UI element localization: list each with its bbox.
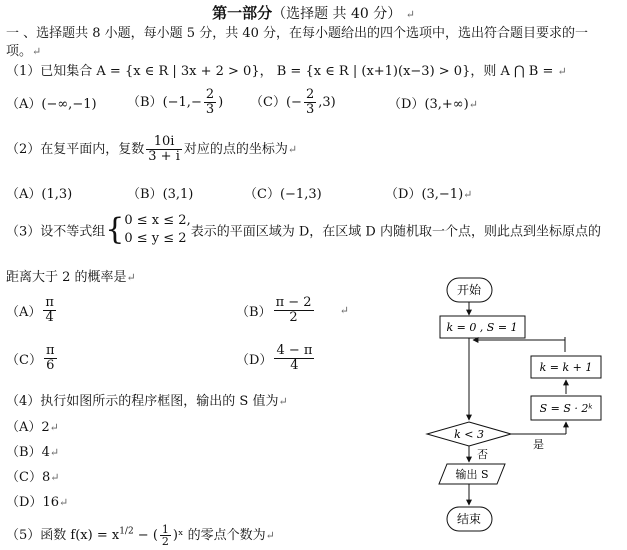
return-mark: ↵ bbox=[405, 8, 415, 21]
q2-option-a: （A）(1,3) bbox=[6, 187, 73, 202]
flow-yes-label: 是 bbox=[533, 438, 544, 451]
q4-option-b: （B）4↵ bbox=[6, 445, 60, 460]
q1-option-d: （D）(3,+∞)↵ bbox=[388, 97, 478, 112]
flow-end-label: 结束 bbox=[456, 512, 482, 526]
q1-option-c: （C）(− $\frac{2}{3}$ ,3) bbox=[250, 87, 336, 117]
q1-stem: （1）已知集合 A = {x ∈ R | 3x + 2 > 0}， B = {x ∈ R | (x+1)(x−3) > 0}，则 A ⋂ B = ↵ bbox=[6, 64, 567, 79]
q3-option-a: （A） $\frac{\pi}{4}$ bbox=[6, 295, 54, 325]
instructions-line-1: 一 、选择题共 8 小题，每小题 5 分，共 40 分，在每小题给出的四个选项中，选出符合题目要求的一 bbox=[6, 26, 589, 41]
q1-option-b: （B）(−1,− $\frac{2}{3}$ ) bbox=[127, 87, 224, 117]
flow-condition-label: k < 3 bbox=[454, 428, 484, 441]
q3-option-d: （D） $\frac{4 - \pi}{4}$ bbox=[236, 343, 313, 373]
flow-no-label: 否 bbox=[477, 448, 488, 461]
flow-init-label: k = 0 , S = 1 bbox=[446, 321, 518, 334]
q3-stem-line-2: 距离大于 2 的概率是↵ bbox=[6, 270, 136, 285]
flow-output-label: 输出 S bbox=[455, 468, 489, 481]
flow-increment-label: k = k + 1 bbox=[539, 361, 593, 374]
q4-stem: （4）执行如图所示的程序框图，输出的 S 值为↵ bbox=[6, 394, 288, 409]
q2-option-b: （B）(3,1) bbox=[127, 187, 194, 202]
flow-start-label: 开始 bbox=[456, 283, 482, 297]
flow-update-label: S = S · 2ᵏ bbox=[539, 402, 593, 415]
section-title-sub: （选择题 共 40 分） bbox=[272, 6, 402, 22]
q4-option-a: （A）2↵ bbox=[6, 420, 59, 435]
section-title-main: 第一部分 bbox=[212, 4, 273, 22]
q3-option-b: （B） $\frac{\pi - 2}{2}$ ↵ bbox=[236, 295, 349, 325]
section-title bbox=[0, 2, 627, 23]
q4-option-c: （C）8↵ bbox=[6, 470, 60, 485]
q3-option-c: （C） $\frac{\pi}{6}$ bbox=[6, 343, 55, 373]
q5-stem: （5）函数 $f(x) = x^{1/2}$ − ( $\frac{1}{2}$ )ˣ 的零点个数为↵ bbox=[6, 523, 275, 548]
q2-stem: （2）在复平面内，复数 $\frac{10i}{3 + i}$ 对应的点的坐标为↵ bbox=[6, 134, 298, 164]
q3-stem: （3）设不等式组{ 0 ≤ x ≤ 2, 0 ≤ y ≤ 2 表示的平面区域为 D，在区域 D 内随机取一个点，则此点到坐标原点的 bbox=[6, 212, 601, 247]
q1-option-a: （A）(−∞,−1) bbox=[6, 97, 97, 112]
q4-option-d: （D）16↵ bbox=[6, 495, 69, 510]
q2-option-d: （D）(3,−1)↵ bbox=[385, 187, 473, 202]
program-flowchart bbox=[425, 272, 625, 542]
instructions-line-2: 项。↵ bbox=[6, 44, 42, 59]
q2-option-c: （C）(−1,3) bbox=[244, 187, 322, 202]
